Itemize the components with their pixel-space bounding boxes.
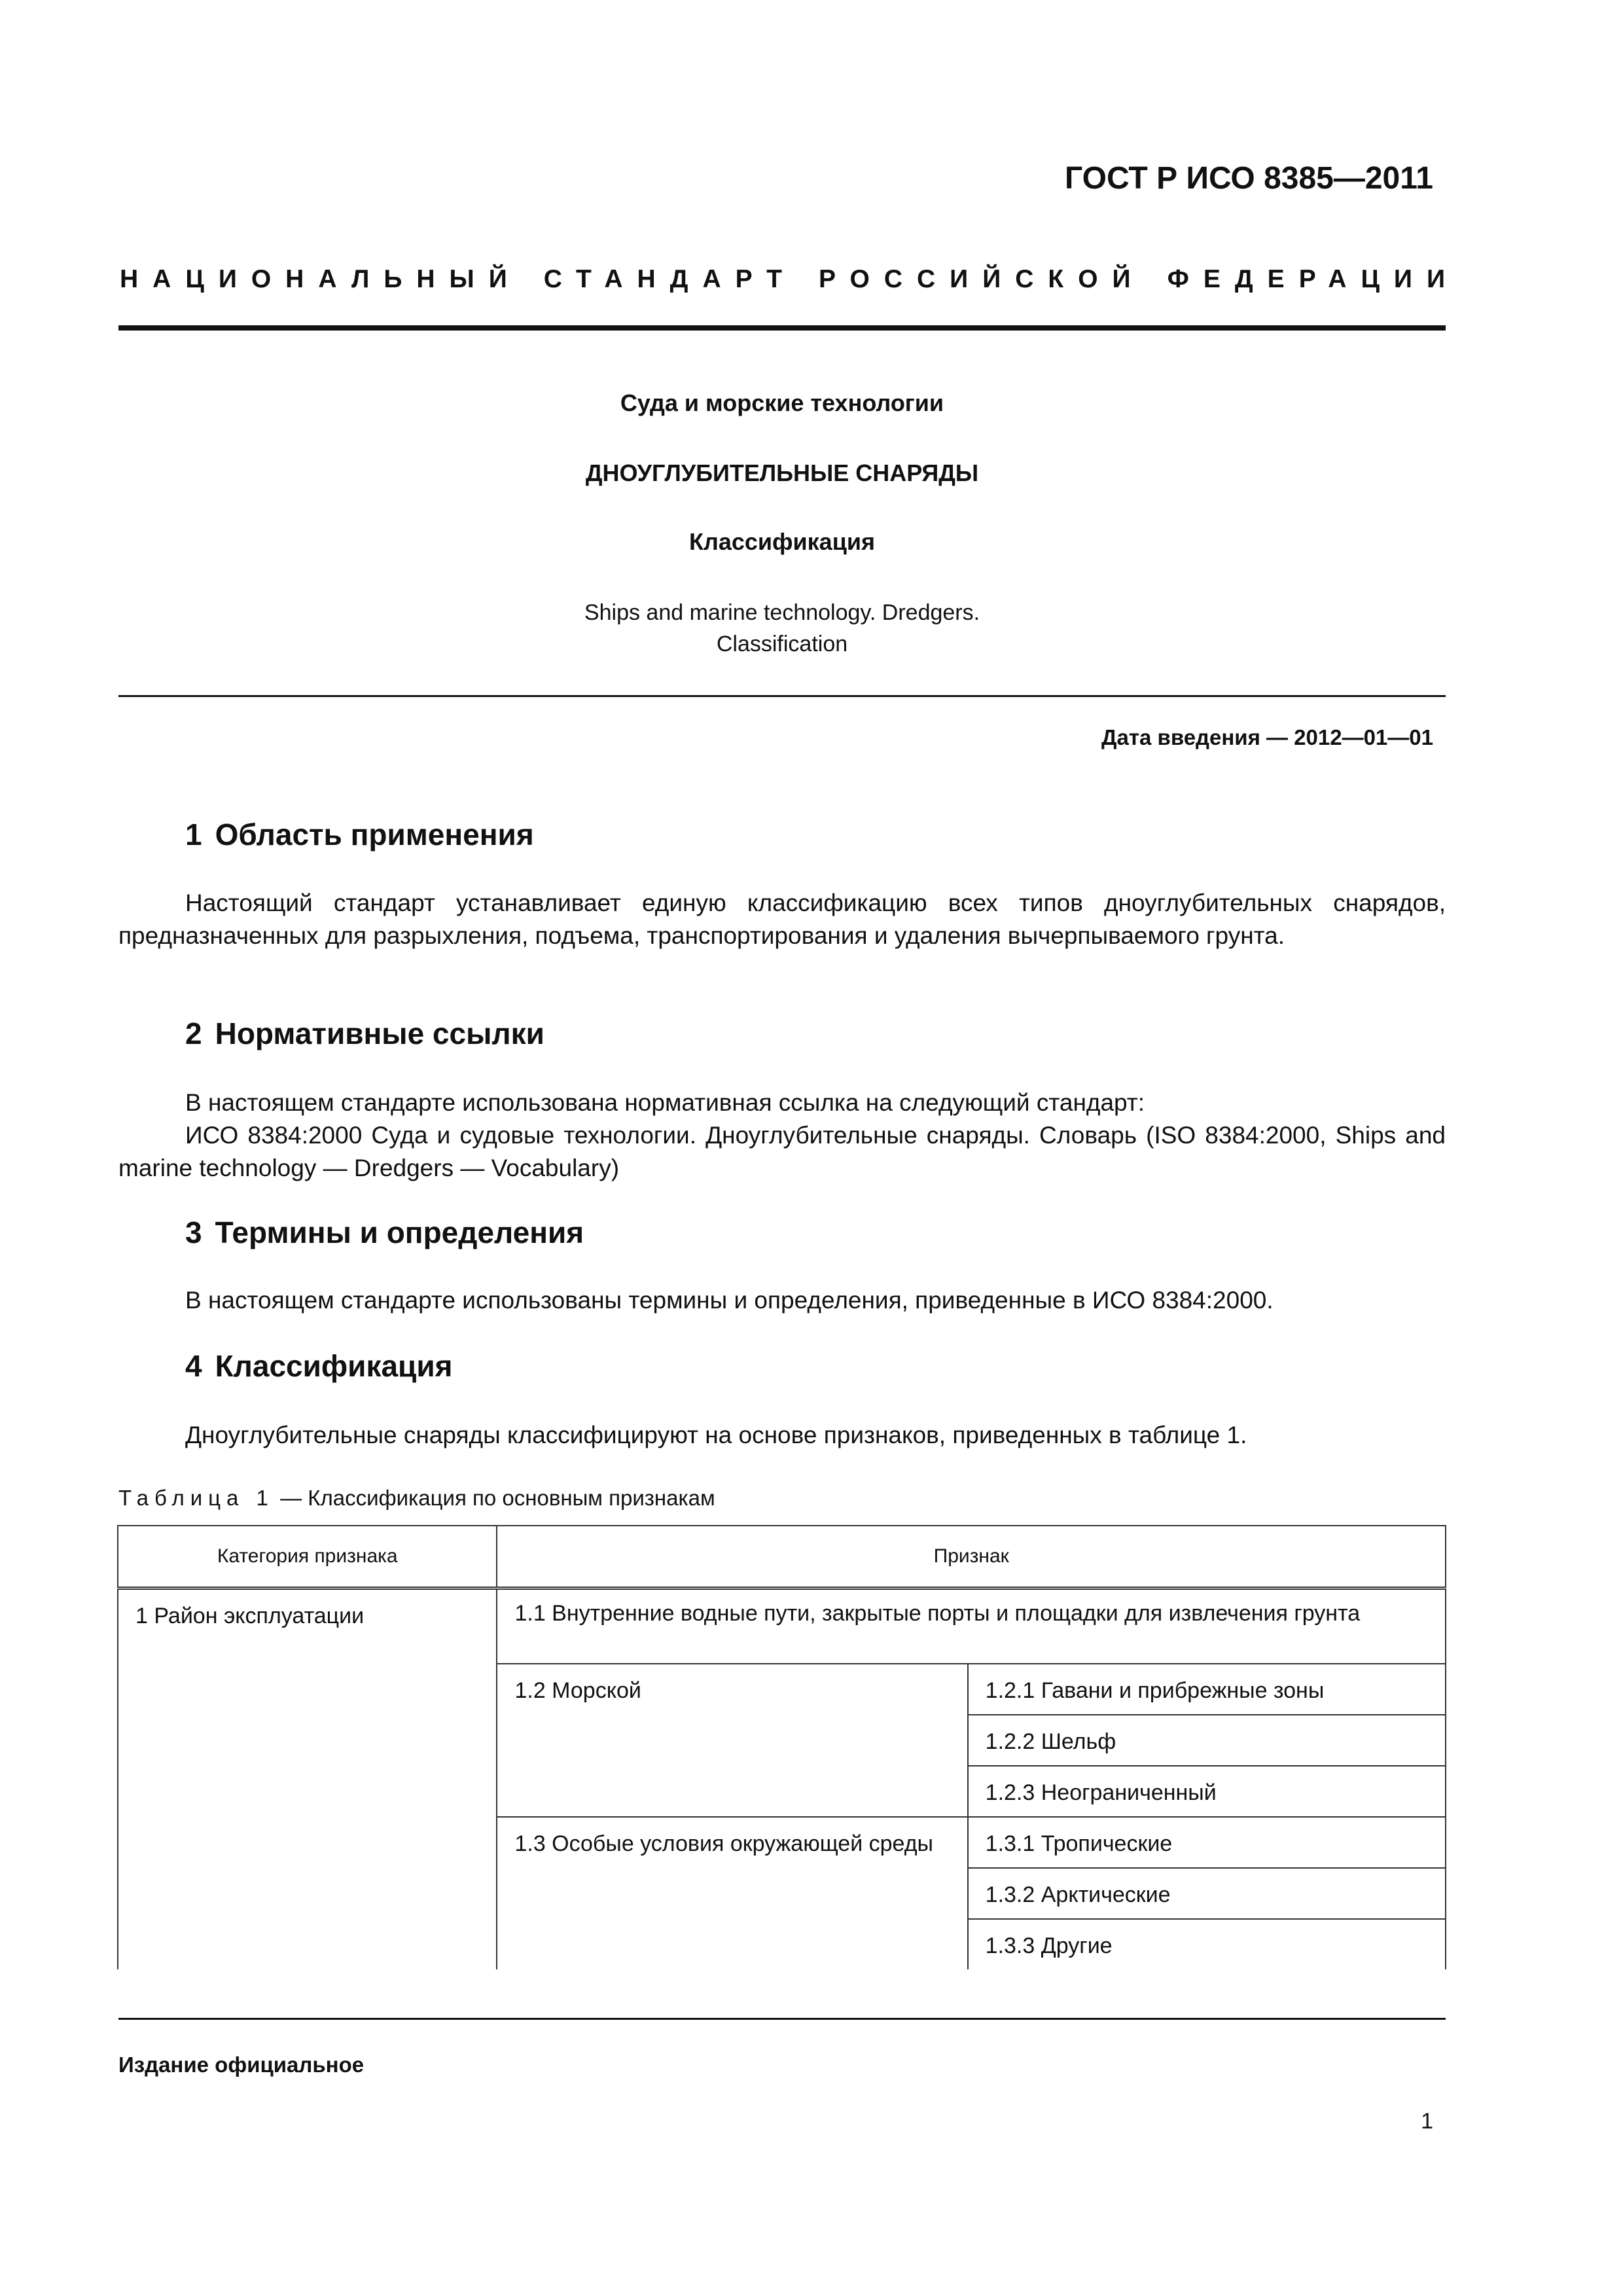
table-header-row — [118, 1526, 1446, 1588]
section-2-body — [118, 1086, 1446, 1185]
feature-cell — [497, 1664, 967, 1817]
feature-1-2: 1.2 Морской — [514, 1678, 641, 1703]
feature-1-2-2: 1.2.2 Шельф — [985, 1729, 1116, 1754]
table-caption-text: — Классификация по основным признакам — [274, 1486, 715, 1510]
feature-1-3-2: 1.3.2 Арктические — [985, 1882, 1171, 1907]
banner-word: РОССИЙСКОЙ — [819, 265, 1145, 293]
feature-1-3-1: 1.3.1 Тропические — [985, 1831, 1173, 1856]
section-title: Классификация — [215, 1349, 453, 1383]
subfeature-cell — [968, 1817, 1446, 1868]
category-label: 1 Район эксплуатации — [135, 1604, 365, 1628]
feature-cell — [497, 1817, 967, 1969]
english-title-line-2: Classification — [716, 632, 848, 656]
feature-1-3-3: 1.3.3 Другие — [985, 1933, 1113, 1958]
table-row — [118, 1588, 1446, 1664]
section-number: 1 — [185, 817, 202, 852]
english-title — [118, 597, 1446, 660]
column-header-feature: Признак — [497, 1526, 1446, 1588]
section-heading-2 — [185, 1016, 544, 1051]
banner-word: ФЕДЕРАЦИИ — [1167, 265, 1459, 293]
title-rule — [118, 695, 1446, 697]
section-3-body — [118, 1284, 1446, 1317]
paragraph: В настоящем стандарте использована нормативная ссылка на следующий стандарт: — [185, 1089, 1145, 1116]
national-standard-banner — [120, 265, 1459, 294]
footer-rule — [118, 2018, 1446, 2020]
category-cell — [118, 1588, 497, 1970]
subfeature-cell — [968, 1868, 1446, 1919]
feature-1-3: 1.3 Особые условия окружающей среды — [514, 1831, 933, 1856]
paragraph: Дноуглубительные снаряды классифицируют на основе признаков, приведенных в таблице 1. — [185, 1422, 1247, 1448]
banner-word: НАЦИОНАЛЬНЫЙ — [120, 265, 522, 293]
section-1-body — [118, 887, 1446, 952]
feature-1-2-3: 1.2.3 Неограниченный — [985, 1780, 1217, 1805]
document-id: ГОСТ Р ИСО 8385—2011 — [1065, 161, 1433, 196]
feature-1-1: 1.1 Внутренние водные пути, закрытые порты и площадки для извлечения грунта — [514, 1601, 1361, 1626]
banner-word: СТАНДАРТ — [543, 265, 796, 293]
table-caption — [118, 1486, 715, 1511]
feature-1-2-1: 1.2.1 Гавани и прибрежные зоны — [985, 1678, 1325, 1703]
title-line-2: ДНОУГЛУБИТЕЛЬНЫЕ СНАРЯДЫ — [585, 459, 979, 486]
classification-table — [117, 1525, 1446, 1969]
paragraph: В настоящем стандарте использованы термины и определения, приведенные в ИСО 8384:2000. — [185, 1287, 1274, 1314]
subfeature-cell — [968, 1766, 1446, 1817]
subfeature-cell — [968, 1715, 1446, 1766]
paragraph: Настоящий стандарт устанавливает единую классификацию всех типов дноуглубительных снарядов, предназначенных для разрыхления, подъема, транспортирования и удаления вычерпываемого грунта. — [118, 889, 1446, 949]
section-heading-1 — [185, 817, 534, 852]
title-line-3: Классификация — [689, 528, 875, 555]
section-title: Нормативные ссылки — [215, 1016, 544, 1050]
section-title: Термины и определения — [215, 1215, 584, 1249]
column-header-category: Категория признака — [118, 1526, 497, 1588]
paragraph: ИСО 8384:2000 Суда и судовые технологии. Дноуглубительные снаряды. Словарь (ISO 8384:2000, Ships and marine technology — Dredgers — Vocabulary) — [118, 1122, 1446, 1181]
section-4-body — [118, 1419, 1446, 1452]
header-rule — [118, 325, 1446, 331]
intro-date: Дата введения — 2012—01—01 — [1101, 725, 1433, 749]
official-edition: Издание официальное — [118, 2053, 365, 2077]
subfeature-cell — [968, 1664, 1446, 1715]
section-heading-3 — [185, 1215, 584, 1250]
english-title-line-1: Ships and marine technology. Dredgers. — [584, 600, 980, 625]
section-number: 3 — [185, 1215, 202, 1249]
subfeature-cell — [968, 1919, 1446, 1969]
section-title: Область применения — [215, 817, 534, 852]
section-number: 2 — [185, 1016, 202, 1050]
section-number: 4 — [185, 1349, 202, 1383]
feature-cell — [497, 1588, 1446, 1664]
section-heading-4 — [185, 1348, 452, 1384]
title-line-1: Суда и морские технологии — [620, 389, 944, 416]
table-caption-label: Таблица 1 — [118, 1486, 274, 1510]
page-number: 1 — [1421, 2109, 1433, 2134]
